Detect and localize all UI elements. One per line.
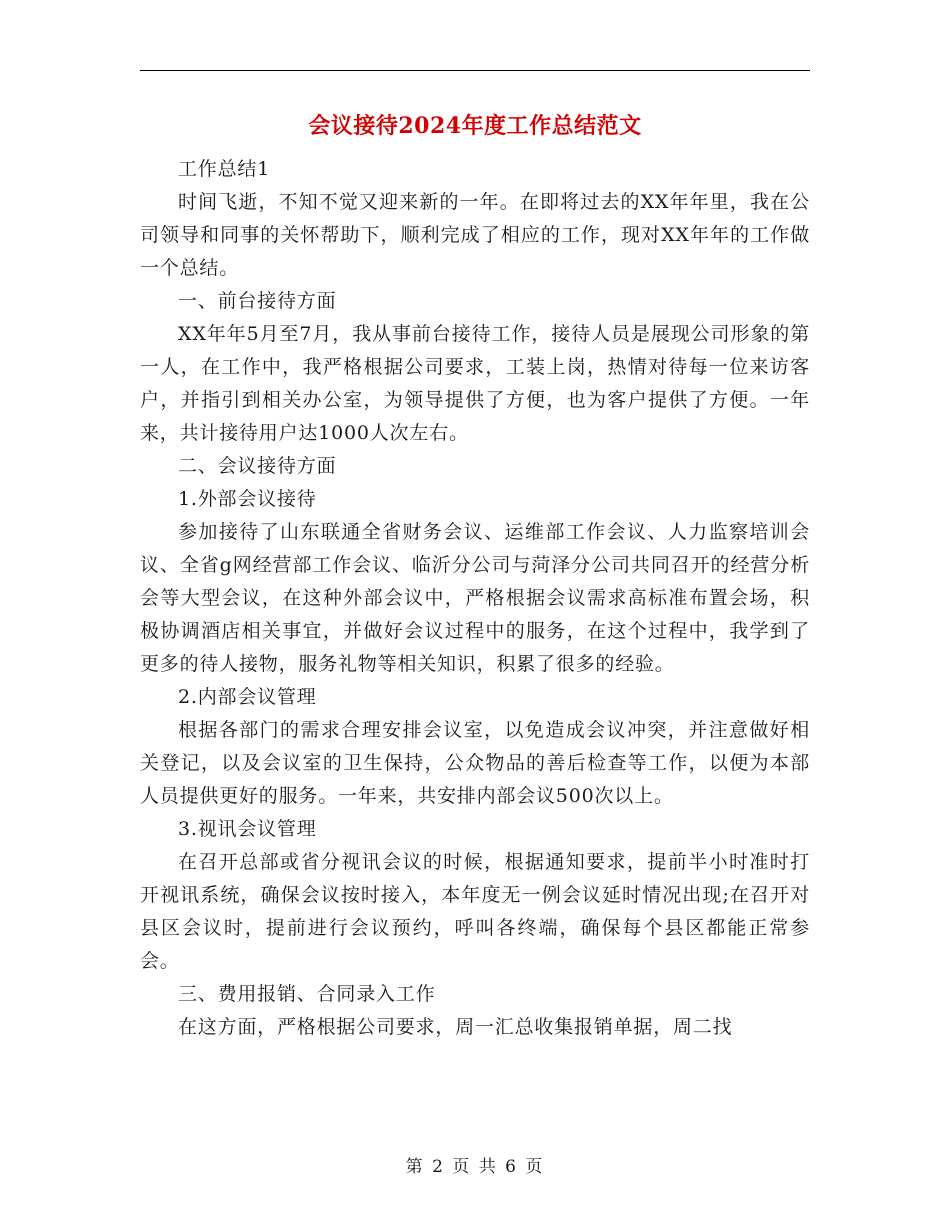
- document-title: 会议接待2024年度工作总结范文: [308, 113, 642, 139]
- section-heading: 三、费用报销、合同录入工作: [178, 983, 436, 1005]
- page-footer: [0, 1152, 950, 1177]
- paragraph: 在这方面，严格根据公司要求，周一汇总收集报销单据，周二找: [178, 1016, 733, 1038]
- subsection-heading: 1.外部会议接待: [178, 488, 317, 510]
- subsection-heading: 3.视讯会议管理: [178, 818, 317, 840]
- document-body: [140, 153, 810, 1044]
- section-heading: 二、会议接待方面: [178, 455, 337, 477]
- section-heading: 一、前台接待方面: [178, 290, 337, 312]
- paragraph: XX年年5月至7月，我从事前台接待工作，接待人员是展现公司形象的第一人，在工作中，我严格根据公司要求，工装上岗，热情对待每一位来访客户，并指引到相关办公室，为领导提供了方便，也为客户提供了方便。一年来，共计接待用户达1000人次左右。: [140, 323, 810, 444]
- paragraph: 工作总结1: [178, 158, 271, 180]
- paragraph: 在召开总部或省分视讯会议的时候，根据通知要求，提前半小时准时打开视讯系统，确保会议按时接入，本年度无一例会议延时情况出现;在召开对县区会议时，提前进行会议预约，呼叫各终端，确保每个县区都能正常参会。: [140, 851, 810, 972]
- paragraph: 根据各部门的需求合理安排会议室，以免造成会议冲突，并注意做好相关登记，以及会议室的卫生保持，公众物品的善后检查等工作，以便为本部人员提供更好的服务。一年来，共安排内部会议500次以上。: [140, 719, 810, 807]
- paragraph: 时间飞逝，不知不觉又迎来新的一年。在即将过去的XX年年里，我在公司领导和同事的关怀帮助下，顺利完成了相应的工作，现对XX年年的工作做一个总结。: [140, 191, 810, 279]
- subsection-heading: 2.内部会议管理: [178, 686, 317, 708]
- header-rule: [140, 70, 810, 71]
- page-number-label: 第 2 页 共 6 页: [405, 1157, 545, 1177]
- paragraph: 参加接待了山东联通全省财务会议、运维部工作会议、人力监察培训会议、全省g网经营部工作会议、临沂分公司与菏泽分公司共同召开的经营分析会等大型会议，在这种外部会议中，严格根据会议需求高标准布置会场，积极协调酒店相关事宜，并做好会议过程中的服务，在这个过程中，我学到了更多的待人接物，服务礼物等相关知识，积累了很多的经验。: [140, 521, 810, 675]
